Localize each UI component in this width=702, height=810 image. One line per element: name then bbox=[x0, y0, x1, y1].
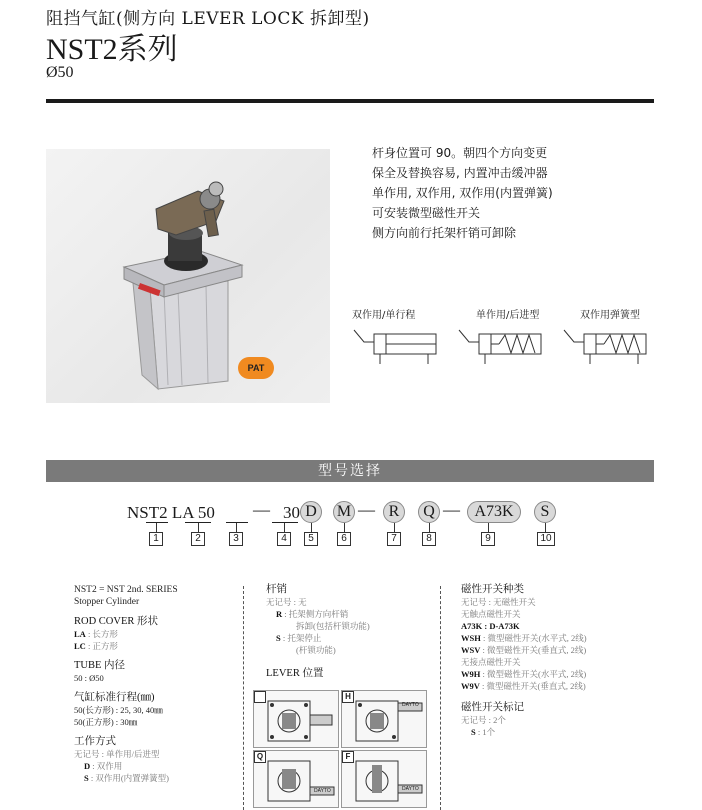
lever-mark: DAYTO bbox=[402, 786, 419, 792]
spec-column-1 bbox=[74, 584, 234, 784]
lever-pin-s-desc: : 托架停止 bbox=[282, 633, 322, 643]
connector-line bbox=[311, 523, 312, 532]
rod-lc-code: LC bbox=[74, 641, 86, 651]
rod-lc-desc: : 正方形 bbox=[87, 641, 118, 651]
code-option-mode: D bbox=[300, 501, 322, 523]
lever-pin-none: 无记号 : 无 bbox=[266, 597, 307, 607]
spec-column-3 bbox=[461, 584, 661, 738]
nst2-definition: NST2 = NST 2nd. SERIES bbox=[74, 585, 178, 595]
code-dash: — bbox=[358, 500, 375, 519]
bore-size: Ø50 bbox=[46, 64, 74, 81]
connector-line bbox=[344, 523, 345, 532]
product-photo bbox=[46, 149, 330, 403]
rod-cover-title: ROD COVER 形状 bbox=[74, 616, 159, 627]
column-divider bbox=[243, 586, 244, 810]
switch-mark-s-code: S bbox=[471, 727, 476, 737]
connector-line bbox=[198, 523, 199, 532]
connector-line bbox=[284, 523, 285, 532]
code-option-switch: A73K bbox=[467, 501, 521, 523]
lever-diagram bbox=[342, 751, 427, 808]
lever-mark: DAYTO bbox=[314, 788, 331, 794]
code-number-10: 10 bbox=[537, 532, 555, 546]
symbol-single-acting bbox=[455, 320, 549, 368]
code-number-5: 5 bbox=[304, 532, 318, 546]
symbol-label-double-spring: 双作用弹簧型 bbox=[580, 310, 640, 321]
feature-item: 侧方向前行托架杆销可卸除 bbox=[372, 226, 517, 240]
stopper-cylinder-illustration bbox=[46, 149, 330, 403]
stroke-square: 50(正方形) : 30㎜ bbox=[74, 717, 138, 727]
lever-position-title: LEVER 位置 bbox=[266, 668, 324, 679]
code-option-lever-pin: R bbox=[383, 501, 405, 523]
header-divider bbox=[46, 99, 654, 103]
model-selection-header: 型号选择 bbox=[46, 460, 654, 482]
code-number-7: 7 bbox=[387, 532, 401, 546]
symbol-label-double-single: 双作用/单行程 bbox=[352, 310, 416, 321]
switch-none: 无记号 : 无磁性开关 bbox=[461, 597, 536, 607]
rod-la-code: LA bbox=[74, 629, 86, 639]
switch-wsh-code: WSH bbox=[461, 633, 481, 643]
lever-pin-r-code: R bbox=[276, 609, 283, 619]
lever-position-f bbox=[341, 750, 427, 808]
connector-line bbox=[545, 523, 546, 532]
switch-mark-s-desc: : 1个 bbox=[477, 727, 496, 737]
connector-line bbox=[236, 523, 237, 532]
lever-tag: Q bbox=[254, 751, 266, 763]
lever-pin-title: 杆销 bbox=[266, 584, 287, 595]
lever-pin-r-desc2: 拆卸(包括杆锁功能) bbox=[296, 621, 370, 631]
switch-wsv-desc: : 微型磁性开关(垂直式, 2线) bbox=[482, 645, 587, 655]
stopper-cylinder-label: Stopper Cylinder bbox=[74, 597, 140, 607]
switch-contactless-label: 无接点磁性开关 bbox=[461, 657, 521, 667]
lever-position-grid bbox=[253, 690, 428, 810]
tube-value: 50 : Ø50 bbox=[74, 673, 104, 683]
page-title-cn: 阻挡气缸(侧方向 LEVER LOCK 拆卸型) bbox=[46, 9, 370, 29]
switch-w9v-desc: : 微型磁性开关(垂直式, 2线) bbox=[482, 681, 586, 691]
switch-w9h-code: W9H bbox=[461, 669, 481, 679]
lever-tag: F bbox=[342, 751, 354, 763]
code-option-switch-count: S bbox=[534, 501, 556, 523]
symbol-spring-return bbox=[560, 320, 654, 368]
code-number-3: 3 bbox=[229, 532, 243, 546]
symbol-label-single-rear: 单作用/后进型 bbox=[476, 310, 540, 321]
code-number-6: 6 bbox=[337, 532, 351, 546]
mode-s-code: S bbox=[84, 773, 89, 783]
mode-none: 无记号 : 单作用/后进型 bbox=[74, 749, 160, 759]
lever-pin-s-desc2: (杆锁功能) bbox=[296, 645, 336, 655]
series-title: NST2系列 bbox=[46, 33, 178, 66]
switch-mark-title: 磁性开关标记 bbox=[461, 702, 524, 713]
patent-badge: PAT bbox=[238, 357, 274, 379]
code-underline bbox=[146, 522, 168, 523]
lever-tag: H bbox=[342, 691, 354, 703]
mode-s-desc: : 双作用(内置弹簧型) bbox=[90, 773, 170, 783]
connector-line bbox=[429, 523, 430, 532]
column-divider bbox=[440, 586, 441, 810]
code-underline bbox=[226, 522, 248, 523]
code-number-4: 4 bbox=[277, 532, 291, 546]
lever-diagram bbox=[254, 751, 339, 808]
mode-title: 工作方式 bbox=[74, 736, 116, 747]
lever-position-default bbox=[253, 690, 339, 748]
tube-title: TUBE 内径 bbox=[74, 660, 126, 671]
feature-item: 单作用, 双作用, 双作用(内置弹簧) bbox=[372, 186, 553, 200]
model-code-prefix: NST2 LA 50 bbox=[127, 503, 215, 522]
code-number-2: 2 bbox=[191, 532, 205, 546]
code-option-m: M bbox=[333, 501, 355, 523]
code-underline bbox=[272, 522, 298, 523]
lever-position-h bbox=[341, 690, 427, 748]
code-number-8: 8 bbox=[422, 532, 436, 546]
model-code-stroke: 30 bbox=[283, 503, 300, 522]
lever-position-q bbox=[253, 750, 339, 808]
switch-w9h-desc: : 微型磁性开关(水平式, 2线) bbox=[482, 669, 587, 679]
switch-wsh-desc: : 微型磁性开关(水平式, 2线) bbox=[482, 633, 587, 643]
code-option-lever-position: Q bbox=[418, 501, 440, 523]
lever-tag bbox=[254, 691, 266, 703]
code-dash: — bbox=[253, 500, 270, 519]
switch-wsv-code: WSV bbox=[461, 645, 481, 655]
switch-w9v-code: W9V bbox=[461, 681, 480, 691]
mode-d-code: D bbox=[84, 761, 91, 771]
feature-item: 可安装微型磁性开关 bbox=[372, 206, 481, 220]
stroke-rect: 50(长方形) : 25, 30, 40㎜ bbox=[74, 705, 163, 715]
lever-pin-r-desc: : 托架侧方向杆销 bbox=[284, 609, 349, 619]
stroke-title: 气缸标准行程(㎜) bbox=[74, 692, 155, 703]
code-number-9: 9 bbox=[481, 532, 495, 546]
rod-la-desc: : 长方形 bbox=[87, 629, 118, 639]
lever-diagram bbox=[342, 691, 427, 748]
feature-list bbox=[372, 143, 553, 243]
connector-line bbox=[488, 523, 489, 532]
switch-contact-label: 无触点磁性开关 bbox=[461, 609, 521, 619]
feature-item: 保全及替换容易, 内置冲击缓冲器 bbox=[372, 166, 548, 180]
mode-d-desc: : 双作用 bbox=[92, 761, 123, 771]
switch-type-title: 磁性开关种类 bbox=[461, 584, 524, 595]
spec-column-2 bbox=[266, 584, 431, 680]
feature-item: 杆身位置可 90。朝四个方向变更 bbox=[372, 146, 548, 160]
lever-diagram bbox=[254, 691, 339, 748]
switch-mark-none: 无记号 : 2个 bbox=[461, 715, 506, 725]
connector-line bbox=[156, 523, 157, 532]
code-number-1: 1 bbox=[149, 532, 163, 546]
lever-mark: DAYTO bbox=[402, 702, 419, 708]
switch-a73k: A73K : D-A73K bbox=[461, 621, 520, 631]
connector-line bbox=[394, 523, 395, 532]
lever-pin-s-code: S bbox=[276, 633, 281, 643]
symbol-double-acting bbox=[350, 320, 444, 368]
code-dash: — bbox=[443, 500, 460, 519]
